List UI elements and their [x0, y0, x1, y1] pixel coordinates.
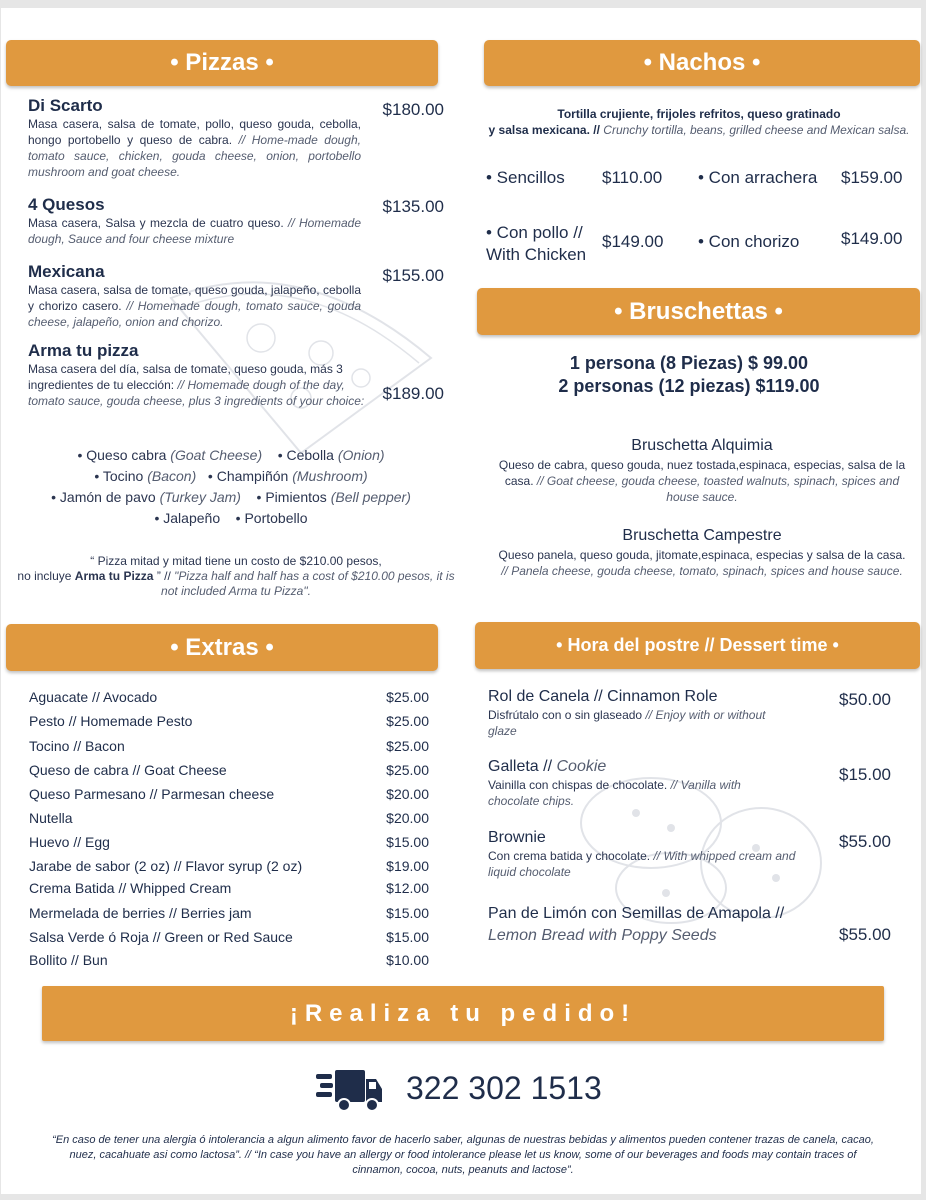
pizza-price: $135.00 [382, 197, 444, 216]
pizza-desc: Masa casera, salsa de tomate, pollo, queso gouda, cebolla, hongo portobello y queso de cabra. [28, 117, 361, 147]
delivery-truck-icon [316, 1066, 384, 1114]
nachos-price: $110.00 [602, 168, 663, 187]
bruschetta-item: Bruschetta Alquimia Queso de cabra, queso gouda, nuez tostada,espinaca, especias, salsa de la casa. // Goat cheese, gouda cheese, toasted walnuts, spinach, spices and house sauce. [498, 437, 906, 504]
dessert-item: Rol de Canela // Cinnamon Role $50.00 Disfrútalo con o sin glaseado // Enjoy with or without glaze [488, 688, 891, 738]
ingredient: • Jalapeño [154, 510, 221, 526]
dessert-name: Rol de Canela // Cinnamon Role [488, 688, 718, 705]
ingredient: • Pimientos (Bell pepper) [256, 489, 411, 505]
nachos-price: $149.00 [602, 232, 664, 251]
nachos-header: • Nachos • [484, 40, 920, 86]
extra-item: Nutella $20.00 [29, 810, 429, 826]
dessert-price: $50.00 [839, 690, 891, 709]
pizza-desc-en: // Homemade dough, tomato sauce, gouda cheese, jalapeño, onion and chorizo. [28, 299, 362, 329]
pizza-name: Di Scarto [28, 96, 103, 115]
extra-item: Salsa Verde ó Roja // Green or Red Sauce $15.00 [29, 929, 429, 945]
pizza-name: Arma tu pizza [28, 341, 139, 360]
dessert-item: Pan de Limón con Semillas de Amapola // Lemon Bread with Poppy Seeds $55.00 [488, 905, 891, 944]
menu-page [1, 8, 921, 1194]
ingredient: • Portobello [235, 510, 308, 526]
dessert-item: Galleta // Cookie $15.00 Vainilla con chispas de chocolate. // Vanilla with chocolate chips. [488, 758, 891, 808]
bruschetta-item: Bruschetta Campestre Queso panela, queso gouda, jitomate,espinaca, especias y salsa de la casa. // Panela cheese, gouda cheese, tomato, spinach, spices and house sauce. [498, 527, 906, 578]
ingredient: • Jamón de pavo (Turkey Jam) [51, 489, 241, 505]
pizza-item [28, 96, 446, 180]
dessert-price: $15.00 [839, 765, 891, 784]
dessert-price: $55.00 [839, 925, 891, 944]
ingredient: • Tocino (Bacon) [94, 468, 197, 484]
extra-item: Aguacate // Avocado $25.00 [29, 689, 429, 705]
extra-item: Mermelada de berries // Berries jam $15.00 [29, 905, 429, 921]
pizza-desc-en: // Homemade dough of the day, tomato sauce, gouda cheese, plus 3 ingredients of your choice: [28, 378, 365, 408]
pizza-desc: Masa casera, Salsa y mezcla de cuatro queso. [28, 216, 284, 230]
nachos-item: • Con arrachera [698, 168, 818, 187]
extra-item: Tocino // Bacon $25.00 [29, 738, 429, 754]
nachos-description: Tortilla crujiente, frijoles refritos, queso gratinado y salsa mexicana. // Crunchy tortilla, beans, grilled cheese and Mexican salsa. [488, 107, 910, 137]
allergy-disclaimer: “En caso de tener una alergia ó intolerancia a algun alimento favor de hacerlo saber, algunas de nuestras bebidas y alimentos pueden contener trazas de canela, cacao, nuez, cacahuate asi como lactosa”. // “In case you have an allergy or food intolerance please let us know, some of our beverages and foods may contain traces of cinnamon, cocoa, nuts, peanuts and lactose”. [52, 1134, 874, 1176]
ingredient-list [11, 445, 451, 529]
nachos-item: • Con chorizo [698, 232, 800, 251]
pizza-desc-en: // Home-made dough, tomato sauce, chicken, gouda cheese, onion, portobello mushroom and goat cheese. [28, 133, 361, 179]
pizza-price: $180.00 [382, 100, 444, 119]
nachos-price: $149.00 [841, 229, 903, 248]
dessert-name: Galleta // [488, 758, 553, 775]
pizza-price: $189.00 [382, 384, 444, 403]
extra-item: Queso Parmesano // Parmesan cheese $20.00 [29, 786, 429, 802]
dessert-item: Brownie $55.00 Con crema batida y chocolate. // With whipped cream and liquid chocolate [488, 829, 891, 879]
extras-header: • Extras • [6, 624, 438, 671]
order-cta-banner[interactable]: ¡Realiza tu pedido! [42, 986, 884, 1041]
dessert-name: Pan de Limón con Semillas de Amapola // [488, 905, 785, 922]
dessert-header: • Hora del postre // Dessert time • [475, 622, 920, 669]
pizza-note: “ Pizza mitad y mitad tiene un costo de $210.00 pesos, no incluye Arma tu Pizza ” // "Pizza half and half has a cost of $210.00 pesos, it is not included Arma tu Pizza". [17, 554, 455, 598]
pizza-desc-en: // Homemade dough, Sauce and four cheese mixture [28, 216, 361, 246]
pizza-price: $155.00 [382, 266, 444, 285]
extra-item: Queso de cabra // Goat Cheese $25.00 [29, 762, 429, 778]
nachos-price: $159.00 [841, 168, 903, 187]
extra-item: Jarabe de sabor (2 oz) // Flavor syrup (2 oz) $19.00 [29, 858, 429, 874]
extra-item: Pesto // Homemade Pesto $25.00 [29, 713, 429, 729]
nachos-item: • Sencillos [486, 168, 565, 187]
extra-item: Crema Batida // Whipped Cream $12.00 [29, 880, 429, 896]
pizza-item [28, 341, 446, 409]
pizza-name: Mexicana [28, 262, 105, 281]
phone-number[interactable]: 322 302 1513 [406, 1070, 602, 1106]
nachos-item: • Con pollo // With Chicken [486, 223, 587, 264]
dessert-name: Brownie [488, 829, 546, 846]
ingredient: • Champiñón (Mushroom) [207, 468, 368, 484]
extra-item: Bollito // Bun $10.00 [29, 952, 429, 968]
ingredient: • Queso cabra (Goat Cheese) [77, 447, 263, 463]
ingredient: • Cebolla (Onion) [277, 447, 385, 463]
pizza-item [28, 195, 446, 247]
dessert-price: $55.00 [839, 832, 891, 851]
pizzas-header: • Pizzas • [6, 40, 438, 86]
pizza-desc: Masa casera del día, salsa de tomate, queso gouda, más 3 ingredientes de tu elección: [28, 362, 343, 392]
pizza-name: 4 Quesos [28, 195, 105, 214]
pizza-desc: Masa casera, salsa de tomate, queso gouda, jalapeño, cebolla y chorizo casero. [28, 283, 361, 313]
extra-item: Huevo // Egg $15.00 [29, 834, 429, 850]
bruschettas-pricing: 1 persona (8 Piezas) $ 99.00 2 personas (12 piezas) $119.00 [558, 353, 820, 396]
pizza-item [28, 262, 446, 330]
bruschettas-header: • Bruschettas • [477, 288, 920, 335]
